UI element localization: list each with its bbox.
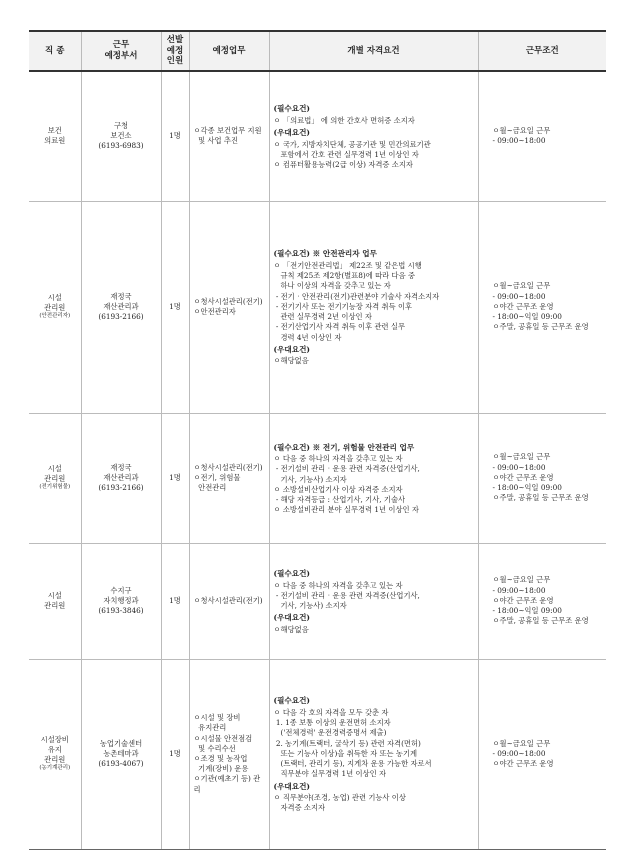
header-headcount: 선발 예정 인원 [161,31,189,71]
req-line: 자격증 소지자 [273,803,326,813]
duties-cell [189,543,269,659]
req-line: - 전기산업기사 자격 취득 이후 관련 실무 [273,322,405,332]
req-line: ㅇ 소방설비산업기사 이상 자격증 소지자 [273,484,403,494]
header-duties: 예정업무 [189,31,269,71]
cond-line: ㅇ월~금요일 근무 [492,452,551,462]
job-cell [29,413,81,543]
cond-line: ㅇ야간 근무조 운영 [492,759,554,769]
requirements-cell [269,413,478,543]
cond-line: ㅇ야간 근무조 운영 [492,595,554,605]
req-line: (트랙터, 관리기 등), 지게차 운용 가능한 자로서 [273,759,432,769]
req-line: ㅇ 「의료법」 에 의한 간호사 면허증 소지자 [273,115,415,125]
req-line: 직무분야 실무경력 1년 이상인 자 [273,769,387,779]
duty-line: ㅇ청사시설관리(전기) [193,296,263,306]
duty-line: ㅇ전기, 위험물 [193,472,241,482]
req-section-title: (필수요건) ※ 전기, 위험물 안전관리 업무 [273,442,415,452]
duty-line: 유지관리 [193,723,227,733]
req-line: ㅇ 다음 중 하나의 자격을 갖추고 있는 자 [273,580,403,590]
req-line: ㅇ 소방설비관리 분야 실무경력 1년 이상인 자 [273,505,419,515]
job-name: 시설 관리원 [44,292,66,313]
conditions-cell [478,413,606,543]
job-cell [29,659,81,849]
req-section-title: (필수요건) [273,104,311,114]
cond-line: ㅇ월~금요일 근무 [492,281,551,291]
req-line: ㅇ 컴퓨터활용능력(2급 이상) 자격증 소지자 [273,160,413,170]
recruitment-table-page [29,30,606,850]
duty-line: ㅇ청사시설관리(전기) [193,595,263,605]
duty-line: 및 사업 추진 [193,136,239,146]
job-cell [29,201,81,413]
cond-line: - 18:00~익일 09:00 [492,312,562,322]
job-name: 시설 관리원 [44,463,66,484]
req-line: 2. 농기계(트랙터, 굴삭기 등) 관련 자격(면허) [273,738,421,748]
req-line: 규칙 제25조 제2항(별표8)에 따라 다음 중 [273,271,416,281]
cond-line: ㅇ주말, 공휴일 등 근무조 운영 [492,493,589,503]
count-cell: 1명 [161,543,189,659]
count-cell: 1명 [161,71,189,201]
dept-cell: 농업기술센터 농촌테마과 (6193-4067) [81,659,161,849]
job-name: 시설장비 유지 관리원 [40,734,69,765]
count-cell: 1명 [161,201,189,413]
duty-line: ㅇ시설 및 장비 [193,713,241,723]
requirements-cell [269,543,478,659]
req-line: - 전기‧안전관리(전기)관련분야 기술사 자격소지자 [273,291,440,301]
req-line: 기사, 기능사) 소지자 [273,601,347,610]
req-line: 하나 이상의 자격을 갖추고 있는 자 [273,281,391,291]
cond-line: - 09:00~18:00 [492,585,546,595]
req-section-title: (우대요건) [273,781,311,791]
conditions-cell [478,71,606,201]
count-cell: 1명 [161,659,189,849]
cond-line: ㅇ주말, 공휴일 등 근무조 운영 [492,322,589,332]
header-job-type: 직 종 [29,31,81,71]
duty-line: ㅇ기관(예초기 등) 관리 [193,774,261,794]
cond-line: - 09:00~18:00 [492,462,546,472]
dept-cell: 수지구 자치행정과 (6193-3846) [81,543,161,659]
req-line: - 전기설비 관리‧운용 관련 자격증(산업기사, [273,590,420,600]
cond-line: ㅇ주말, 공휴일 등 근무조 운영 [492,616,589,626]
req-line: ㅇ해당없음 [273,356,309,366]
req-line: ㅇ 다음 각 호의 자격을 모두 갖춘 자 [273,708,389,718]
duties-cell [189,413,269,543]
req-line: 또는 기능사 이상)을 취득한 자 또는 농기계 [273,748,418,758]
req-line: ㅇ 「전기안전관리법」 제22조 및 같은법 시행 [273,261,422,271]
req-section-title: (우대요건) [273,128,311,138]
req-line: - 전기설비 관리‧운용 관련 자격증(산업기사, [273,464,420,474]
duties-cell [189,201,269,413]
header-requirements: 개별 자격요건 [269,31,478,71]
requirements-cell [269,71,478,201]
req-line: 기사, 기능사) 소지자 [273,474,347,484]
cond-line: - 09:00~18:00 [492,136,546,146]
req-line: 1. 1종 보통 이상의 운전면허 소지자 [273,718,391,728]
cond-line: - 18:00~익일 09:00 [492,483,562,493]
cond-line: ㅇ월~금요일 근무 [492,575,551,585]
req-section-title: (필수요건) [273,696,311,706]
conditions-cell [478,201,606,413]
req-line: ㅇ해당없음 [273,624,309,634]
table-row [29,543,606,659]
cond-line: ㅇ월~금요일 근무 [492,126,551,136]
table-header-row [29,31,606,71]
cond-line: ㅇ야간 근무조 운영 [492,301,554,311]
job-name: 보건 의료원 [44,126,66,146]
req-section-title: (우대요건) [273,344,311,354]
req-line: 포함에서 간호 관련 실무경력 1년 이상인 자 [273,149,419,159]
duty-line: ㅇ조경 및 농작업 [193,754,248,763]
header-department: 근무 예정부서 [81,31,161,71]
job-subtitle: (안전관리자) [39,313,71,320]
duties-cell [189,659,269,849]
header-conditions: 근무조건 [478,31,606,71]
conditions-cell [478,543,606,659]
table-row [29,413,606,543]
duties-cell [189,71,269,201]
dept-cell: 재정국 재산관리과 (6193-2166) [81,413,161,543]
table-row [29,71,606,201]
dept-cell: 구청 보건소 (6193-6983) [81,71,161,201]
table-body [29,71,606,849]
cond-line: - 09:00~18:00 [492,748,546,758]
table-row [29,201,606,413]
cond-line: - 09:00~18:00 [492,291,546,301]
req-line: - 해당 자격등급 : 산업기사, 기사, 기술사 [273,495,406,505]
requirements-cell [269,659,478,849]
dept-cell: 재정국 재산관리과 (6193-2166) [81,201,161,413]
recruitment-table [29,30,606,850]
req-line: ㅇ 다음 중 하나의 자격을 갖추고 있는 자 [273,454,403,464]
cond-line: - 18:00~익일 09:00 [492,606,562,616]
req-section-title: (우대요건) [273,613,311,623]
conditions-cell [478,659,606,849]
duty-line: ㅇ각종 보건업무 지원 [193,126,262,136]
job-cell [29,71,81,201]
job-subtitle: (농기계관리) [39,765,71,772]
req-line: ㅇ 국가, 지방자치단체, 공공기관 및 민간의료기관 [273,139,431,149]
duty-line: ㅇ청사시설관리(전기) [193,462,263,472]
req-line: - 전기기사 또는 전기기능장 자격 취득 이후 [273,301,413,311]
requirements-cell [269,201,478,413]
table-row [29,659,606,849]
req-line: 관련 실무경력 2년 이상인 자 [273,312,372,322]
job-name: 시설 관리원 [44,590,66,610]
duty-line: 안전관리 [193,483,227,493]
req-line: 경력 4년 이상인 자 [273,332,342,342]
count-cell: 1명 [161,413,189,543]
cond-line: ㅇ월~금요일 근무 [492,738,551,748]
req-line: ('전체경력' 운전경력증명서 제출) [273,728,387,738]
req-section-title: (필수요건) ※ 안전관리자 업무 [273,249,377,259]
cond-line: ㅇ야간 근무조 운영 [492,472,554,482]
duty-line: ㅇ안전관리자 [193,307,236,316]
req-line: ㅇ 직무분야(조경, 농업) 관련 기능사 이상 [273,793,406,803]
duty-line: 및 수리수선 [193,743,236,753]
duty-line: 기계(장비) 운용 [193,764,249,774]
req-section-title: (필수요건) [273,568,311,578]
job-cell [29,543,81,659]
job-subtitle: (전기위험물) [39,484,71,491]
duty-line: ㅇ시설물 안전점검 [193,733,253,743]
